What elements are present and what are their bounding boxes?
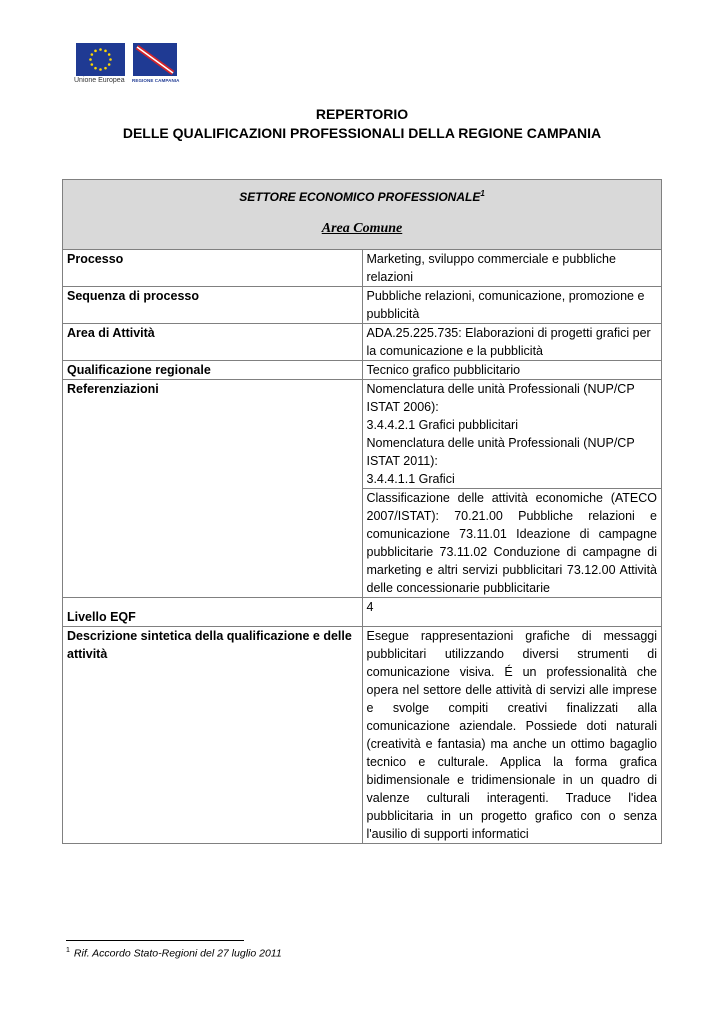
eu-star-icon	[91, 63, 94, 66]
eu-star-icon	[108, 63, 111, 66]
referenziazioni-label: Referenziazioni	[63, 380, 363, 598]
livello-eqf-value: 4	[362, 598, 662, 627]
table-row	[63, 287, 662, 324]
processo-value: Marketing, sviluppo commerciale e pubbliche relazioni	[362, 250, 662, 287]
regione-campania-logo	[133, 43, 177, 76]
table-row	[63, 380, 662, 489]
livello-eqf-label: Livello EQF	[63, 598, 363, 627]
sequenza-value: Pubbliche relazioni, comunicazione, promozione e pubblicità	[362, 287, 662, 324]
nup-2006-code: 3.4.4.2.1 Grafici pubblicitari	[366, 418, 518, 432]
eu-star-icon	[99, 68, 102, 71]
area-attivita-label: Area di Attività	[63, 324, 363, 361]
referenziazioni-nup-value	[362, 380, 662, 489]
sector-footnote-ref: 1	[480, 189, 485, 198]
eu-star-icon	[104, 67, 107, 70]
descrizione-label: Descrizione sintetica della qualificazione e delle attività	[63, 627, 363, 844]
nup-2011-code: 3.4.4.1.1 Grafici	[366, 472, 455, 486]
eu-star-icon	[99, 48, 102, 51]
processo-label: Processo	[63, 250, 363, 287]
table-row	[63, 361, 662, 380]
footnote	[66, 947, 282, 960]
eu-star-icon	[91, 53, 94, 56]
eu-star-icon	[89, 58, 92, 61]
eu-star-icon	[104, 50, 107, 53]
eu-star-icon	[94, 50, 97, 53]
header-logos	[74, 43, 184, 85]
qualification-table	[62, 179, 662, 844]
nup-2006-title: Nomenclatura delle unità Professionali (NUP/CP ISTAT 2006):	[366, 382, 635, 414]
nup-2011-title: Nomenclatura delle unità Professionali (NUP/CP ISTAT 2011):	[366, 436, 635, 468]
table-row	[63, 598, 662, 627]
referenziazioni-ateco-value: Classificazione delle attività economiche (ATECO 2007/ISTAT): 70.21.00 Pubbliche relazioni e comunicazione 73.11.01 Ideazione di campagne pubblicitarie 73.11.02 Conduzione di campagne di marketing e altri servizi pubblicitari 73.12.00 Attività delle concessionarie pubblicitarie	[362, 489, 662, 598]
table-header-row	[63, 180, 662, 250]
eu-flag-logo	[76, 43, 125, 76]
eu-star-icon	[108, 53, 111, 56]
sector-title	[67, 185, 657, 206]
sector-label: SETTORE ECONOMICO PROFESSIONALE	[239, 190, 481, 204]
eu-logo-label: Unione Europea	[74, 77, 125, 84]
descrizione-value: Esegue rappresentazioni grafiche di messaggi pubblicitari utilizzando diversi strumenti di comunicazione visiva. É un professionalità che opera nel settore delle attività di servizi alle imprese e svolge compiti creativi finalizzati alla comunicazione aziendale. Possiede doti naturali (creatività e fantasia) ma anche un ottimo bagaglio tecnico e culturale. Applica la forma grafica bidimensionale e tridimensionale in un quadro di valenze culturali interagenti. Traduce l'idea pubblicitaria in un progetto grafico con o senza l'ausilio di supporti informatici	[362, 627, 662, 844]
eu-star-icon	[94, 67, 97, 70]
sequenza-label: Sequenza di processo	[63, 287, 363, 324]
footnote-number: 1	[66, 947, 70, 954]
regione-campania-label: REGIONE CAMPANIA	[132, 78, 180, 83]
document-title: REPERTORIO	[315, 106, 409, 122]
footnote-text: Rif. Accordo Stato-Regioni del 27 luglio 2011	[73, 947, 282, 960]
qualificazione-label: Qualificazione regionale	[63, 361, 363, 380]
footnote-separator	[66, 940, 244, 941]
table-row	[63, 250, 662, 287]
document-subtitle: DELLE QUALIFICAZIONI PROFESSIONALI DELLA REGIONE CAMPANIA	[122, 125, 602, 141]
table-row	[63, 627, 662, 844]
area-attivita-value: ADA.25.225.735: Elaborazioni di progetti grafici per la comunicazione e la pubblicità	[362, 324, 662, 361]
eu-stars-icon	[76, 43, 125, 76]
sector-header-cell	[63, 180, 662, 250]
qualificazione-value: Tecnico grafico pubblicitario	[362, 361, 662, 380]
eu-star-icon	[109, 58, 112, 61]
regione-campania-emblem-icon	[133, 43, 177, 76]
table-row	[63, 324, 662, 361]
area-title: Area Comune	[321, 221, 403, 236]
